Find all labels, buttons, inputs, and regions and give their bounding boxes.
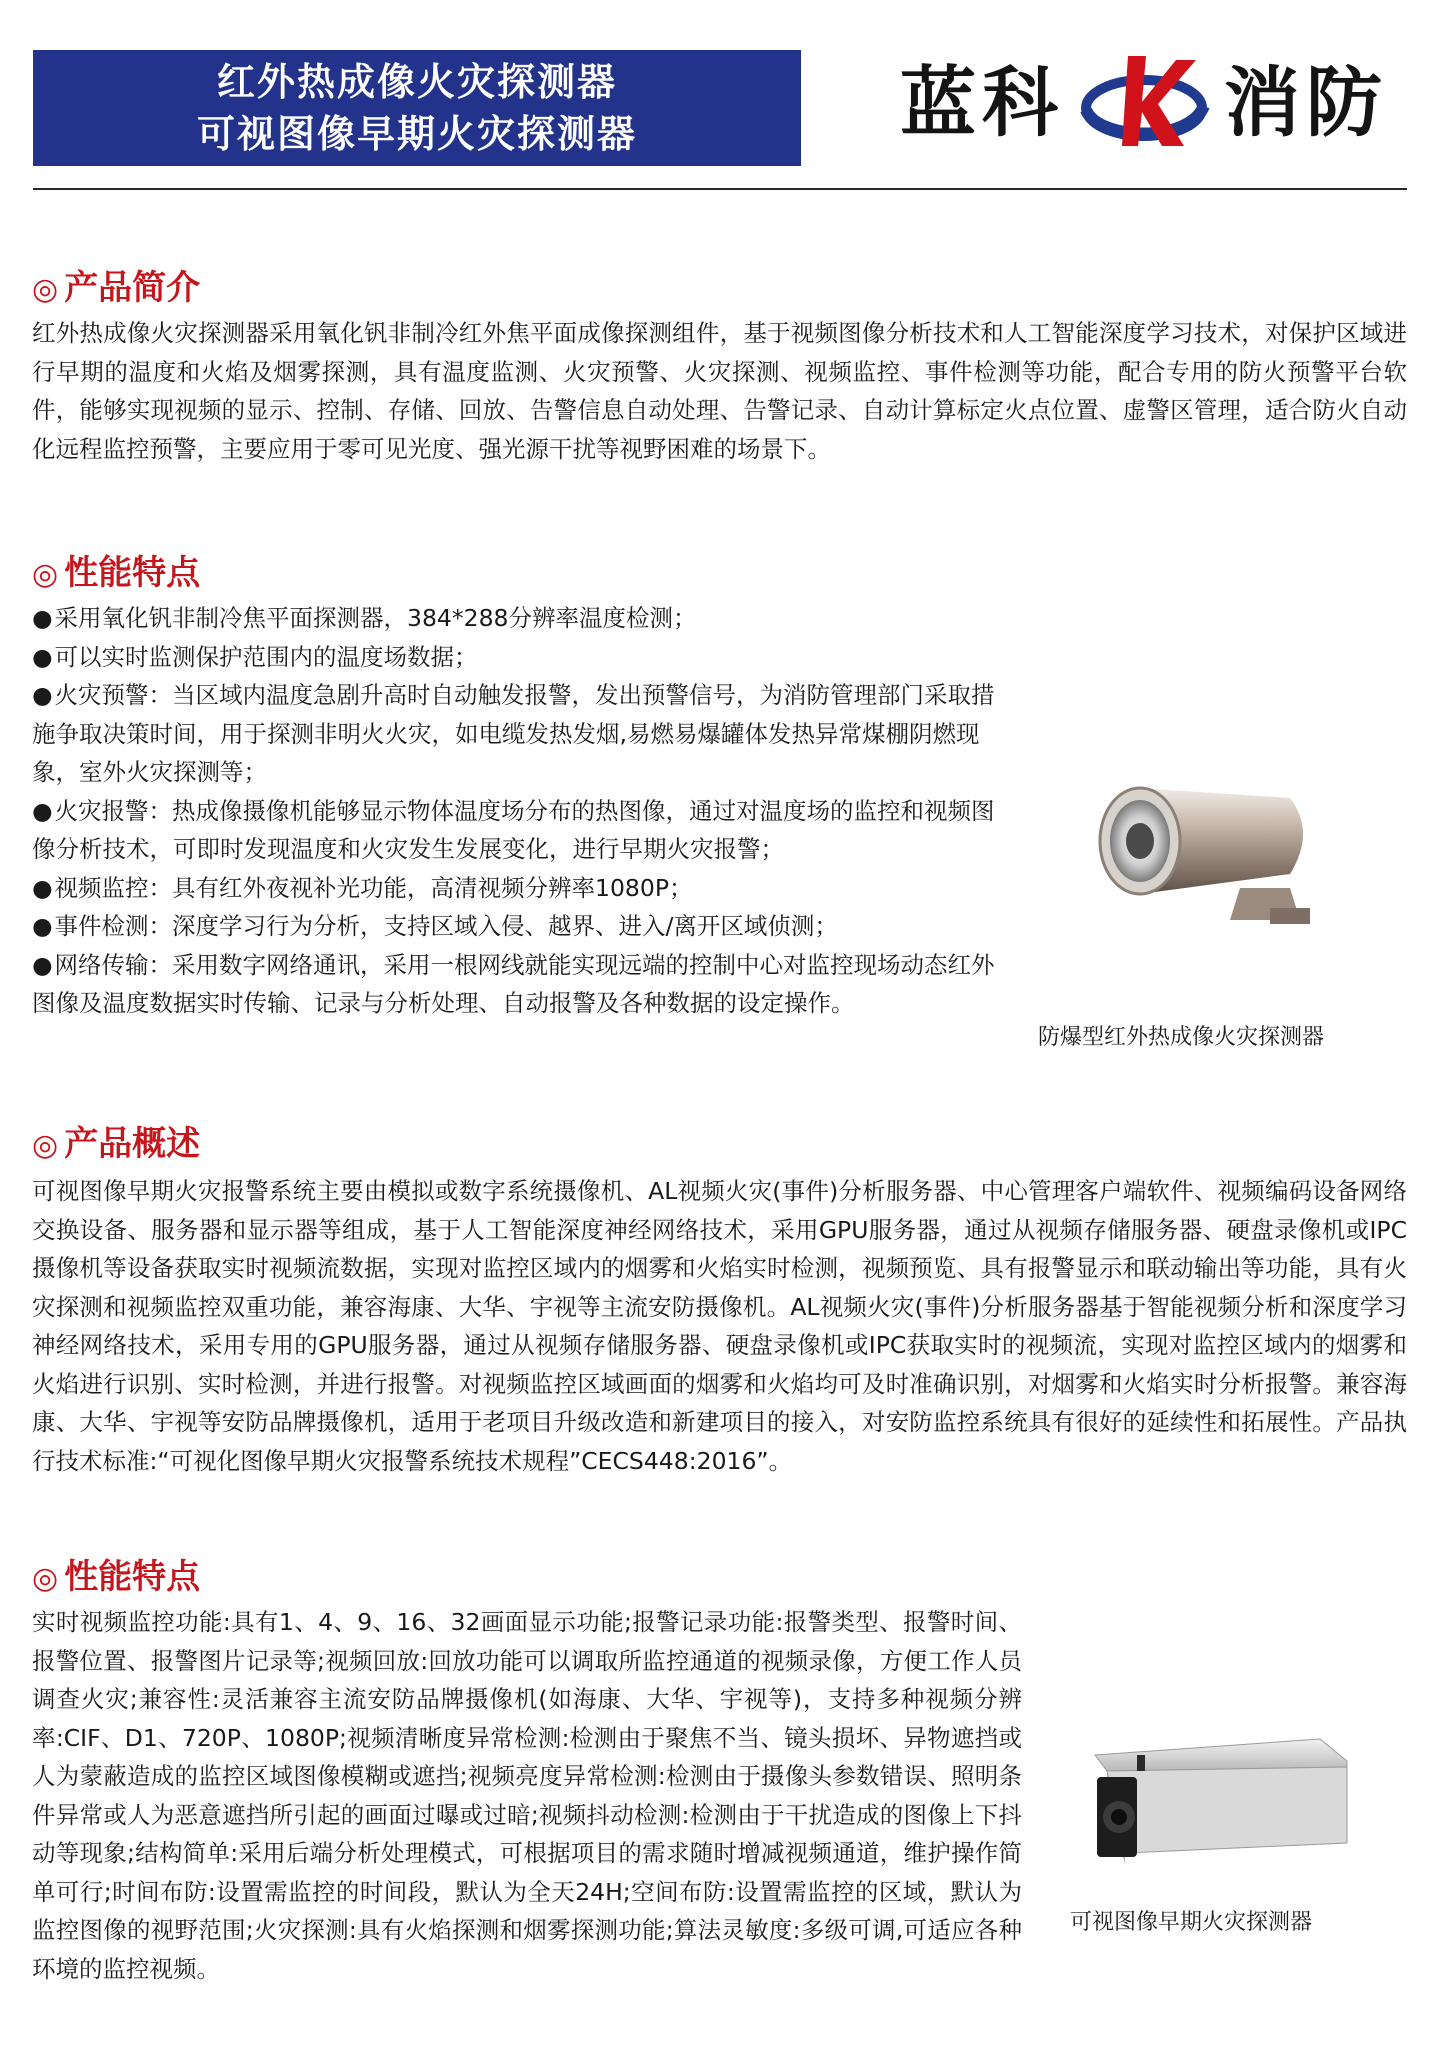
header-divider [33,188,1407,190]
list-item: ● 事件检测：深度学习行为分析，支持区域入侵、越界、进入/离开区域侦测； [32,907,1012,946]
section-heading-overview [32,1124,200,1166]
visual-camera-caption: 可视图像早期火灾探测器 [1070,1910,1313,1935]
list-item: ● 可以实时监测保护范围内的温度场数据； [32,638,1012,677]
list-item: ● 网络传输：采用数字网络通讯，采用一根网线就能实现远端的控制中心对监控现场动态红外图像及温度数据实时传输、记录与分析处理、自动报警及各种数据的设定操作。 [32,946,1012,1023]
section-heading-features-2 [32,1557,200,1599]
list-item: ● 采用氧化钒非制冷焦平面探测器，384*288分辨率温度检测； [32,599,1012,638]
section-mark: ◎ [32,1128,59,1163]
title-line-2: 可视图像早期火灾探测器 [196,112,637,156]
title-line-1: 红外热成像火灾探测器 [216,60,617,104]
brand-logo-group [900,48,1388,158]
list-item: ● 火灾报警：热成像摄像机能够显示物体温度场分布的热图像，通过对温度场的监控和视频图像分析技术，可即时发现温度和火灾发生发展变化，进行早期火灾报警； [32,792,1012,869]
section-title: 性能特点 [64,553,201,593]
section-title: 产品概述 [64,1124,201,1164]
header-banner [33,50,801,166]
intro-paragraph: 红外热成像火灾探测器采用氧化钒非制冷红外焦平面成像探测组件，基于视频图像分析技术和人工智能深度学习技术，对保护区域进行早期的温度和火焰及烟雾探测，具有温度监测、火灾预警、火灾探测、视频监控、事件检测等功能，配合专用的防火预警平台软件，能够实现视频的显示、控制、存储、回放、告警信息自动处理、告警记录、自动计算标定火点位置、虚警区管理，适合防火自动化远程监控预警，主要应用于零可见光度、强光源干扰等视野困难的场景下。 [32,319,1407,463]
list-item: ● 火灾预警：当区域内温度急剧升高时自动触发报警，发出预警信号，为消防管理部门采取措施争取决策时间，用于探测非明火火灾，如电缆发热发烟,易燃易爆罐体发热异常煤棚阴燃现象，室外火灾探测等； [32,676,1012,792]
section-mark: ◎ [32,272,59,307]
explosion-proof-thermal-camera-image [1090,770,1320,940]
section-mark: ◎ [32,1561,59,1596]
overview-paragraph: 可视图像早期火灾报警系统主要由模拟或数字系统摄像机、AL视频火灾(事件)分析服务器、中心管理客户端软件、视频编码设备网络交换设备、服务器和显示器等组成，基于人工智能深度神经网络技术，采用GPU服务器，通过从视频存储服务器、硬盘录像机或IPC摄像机等设备获取实时视频流数据，实现对监控区域内的烟雾和火焰实时检测，视频预览、具有报警显示和联动输出等功能，具有火灾探测和视频监控双重功能，兼容海康、大华、宇视等主流安防摄像机。AL视频火灾(事件)分析服务器基于智能视频分析和深度学习神经网络技术，采用专用的GPU服务器，通过从视频存储服务器、硬盘录像机或IPC获取实时的视频流，实现对监控区域内的烟雾和火焰进行识别、实时检测，并进行报警。对视频监控区域画面的烟雾和火焰均可及时准确识别，对烟雾和火焰实时分析报警。兼容海康、大华、宇视等安防品牌摄像机，适用于老项目升级改造和新建项目的接入，对安防监控系统具有很好的延续性和拓展性。产品执行技术标准:“可视化图像早期火灾报警系统技术规程”CECS448:2016”。 [32,1177,1407,1475]
features-1-list [32,599,1012,1023]
section-title: 性能特点 [64,1557,201,1597]
thermal-camera-caption: 防爆型红外热成像火灾探测器 [1038,1025,1325,1050]
brand-name-right: 消防 [1224,58,1388,147]
brand-k-logo-icon [1078,48,1210,158]
section-title: 产品简介 [64,268,201,308]
section-heading-intro [32,268,200,310]
features-2-paragraph: 实时视频监控功能:具有1、4、9、16、32画面显示功能;报警记录功能:报警类型、报警时间、报警位置、报警图片记录等;视频回放:回放功能可以调取所监控通道的视频录像，方便工作人员调查火灾;兼容性:灵活兼容主流安防品牌摄像机(如海康、大华、宇视等)，支持多种视频分辨率:CIF、D1、720P、1080P;视频清晰度异常检测:检测由于聚焦不当、镜头损坏、异物遮挡或人为蒙蔽造成的监控区域图像模糊或遮挡;视频亮度异常检测:检测由于摄像头参数错误、照明条件异常或人为恶意遮挡所引起的画面过曝或过暗;视频抖动检测:检测由于干扰造成的图像上下抖动等现象;结构简单:采用后端分析处理模式，可根据项目的需求随时增减视频通道，维护操作简单可行;时间布防:设置需监控的时间段，默认为全天24H;空间布防:设置需监控的区域，默认为监控图像的视野范围;火灾探测:具有火焰探测和烟雾探测功能;算法灵敏度:多级可调,可适应各种环境的监控视频。 [32,1608,1022,1983]
list-item: ● 视频监控：具有红外夜视补光功能，高清视频分辨率1080P； [32,869,1012,908]
section-mark: ◎ [32,557,59,592]
visual-image-fire-detector-camera-image [1085,1725,1355,1875]
section-heading-features-1 [32,553,200,595]
brand-name-left: 蓝科 [900,58,1064,147]
